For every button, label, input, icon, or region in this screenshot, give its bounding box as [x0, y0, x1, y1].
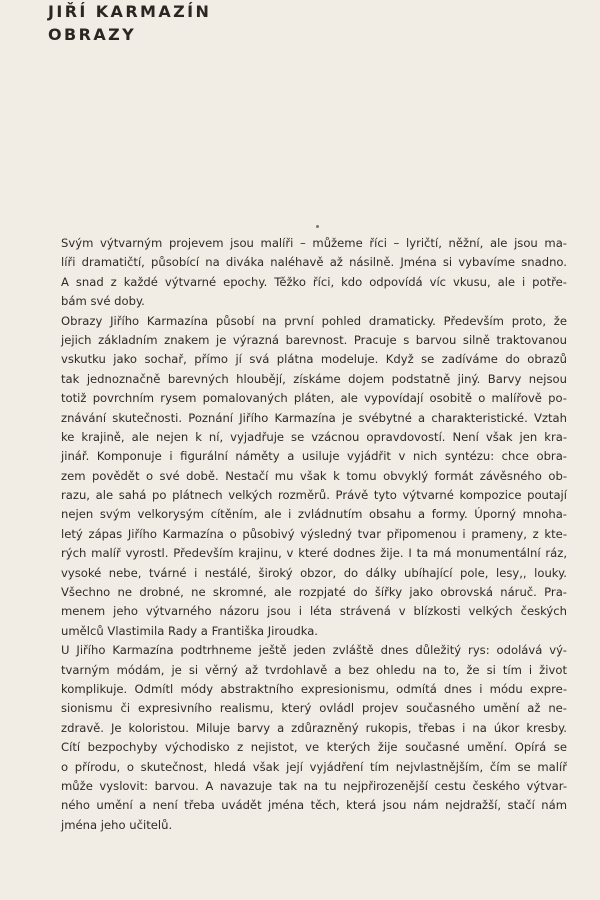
body-text	[61, 234, 567, 835]
text-line: Cítí bezpochyby východisko z nejistot, ve kterých žije současné umění. Opírá se	[61, 740, 567, 755]
text-line: tak jednoznačně barevných hloubějí, získáme dojem podstatně jiný. Barvy nejsou	[61, 371, 567, 386]
author-name: JIŘÍ KARMAZÍN	[48, 2, 212, 21]
text-line: Svým výtvarným projevem jsou malíři – můžeme říci – lyričtí, něžní, ale jsou ma-	[61, 236, 567, 250]
text-line: vysoké nebe, tvárné i nestálé, široký obzor, do dálky ubíhající pole, lesy,, louky.	[61, 565, 567, 580]
text-line: menem jeho výtvarného názoru jsou i léta strávená v blízkosti velkých českých	[61, 604, 567, 619]
text-line: Obrazy Jiřího Karmazína působí na první pohled dramaticky. Především proto, že	[61, 313, 567, 328]
header	[48, 0, 211, 46]
text-line: komplikuje. Odmítl módy abstraktního expresionismu, odmítá dnes i módu expre-	[61, 681, 567, 696]
text-line: jejich základním znakem je výrazná barevnost. Pracuje s barvou silně traktovanou	[61, 332, 567, 347]
text-line: vskutku jako sochař, přímo jí svá plátna modeluje. Když se zadíváme do obrazů	[61, 352, 567, 367]
text-line: U Jiřího Karmazína podtrhneme ještě jeden zvláště dnes důležitý rys: odolává vý-	[61, 643, 567, 658]
text-line: rých malíř vyrostl. Především krajinu, v které dodnes žije. I ta má monumentální ráz,	[61, 546, 567, 561]
text-line: může vyslovit: barvou. A navazuje tak na tu nejpřirozenější cestu českého výtvar-	[61, 778, 567, 793]
text-line: jména jeho učitelů.	[61, 817, 173, 832]
text-line: znávání skutečnosti. Poznání Jiřího Karmazína je svébytné a charakteristické. Vztah	[61, 410, 567, 425]
text-line: ke krajině, ale nejen k ní, vyjadřuje se vzácnou opravdovostí. Není však jen kra-	[61, 429, 567, 444]
text-line: bám své doby.	[61, 294, 145, 309]
text-line: totiž povrchním rysem pomalovaných pláten, ale vypovídají osobitě o malířově po-	[61, 391, 567, 406]
text-line: tvarným módám, je si věrný až tvrdohlavě a bez ohledu na to, že si tím i život	[61, 662, 567, 677]
text-line: razu, ale sahá po plátnech velkých rozměrů. Právě tyto výtvarné kompozice poutají	[61, 488, 567, 503]
text-line: jinář. Komponuje i figurální náměty a usiluje vyjádřit v nich syntézu: chce obra-	[61, 449, 567, 464]
document-title: OBRAZY	[48, 25, 137, 44]
paper-speck	[316, 225, 319, 228]
text-line: Všechno ne drobné, ne skromné, ale rozpjaté do šířky jako obrovská náruč. Pra-	[61, 585, 567, 600]
text-line: sionismu či expresivního realismu, který ovládl projev současného umění až ne-	[61, 701, 567, 716]
text-line: o přírodu, o skutečnost, hledá však její vyjádření tím nejvlastnějším, čím se malíř	[61, 759, 567, 774]
text-line: zdravě. Je koloristou. Miluje barvy a zdůrazněný rukopis, třebas i na úkor kresby.	[61, 720, 567, 735]
text-line: líři dramatičtí, působící na diváka naléhavě až násilně. Jména si vybavíme snadno.	[61, 255, 567, 270]
text-line: zem povědět o své době. Nestačí mu však k tomu obvyklý formát závěsného ob-	[61, 468, 567, 483]
text-line: A snad z každé výtvarné epochy. Těžko říci, kdo odpovídá víc vkusu, ale i potře-	[61, 274, 567, 289]
text-line: letý zápas Jiřího Karmazína o působivý výsledný tvar připomenou i prameny, z kte-	[61, 526, 567, 541]
text-line: nejen svým velkorysým cítěním, ale i zvládnutím obsahu a formy. Úporný mnoha-	[61, 507, 567, 522]
text-line: ného umění a není třeba uvádět jména těch, která jsou nám nejdražší, stačí nám	[61, 798, 567, 813]
text-line: umělců Vlastimila Rady a Františka Jiroudka.	[61, 623, 318, 638]
